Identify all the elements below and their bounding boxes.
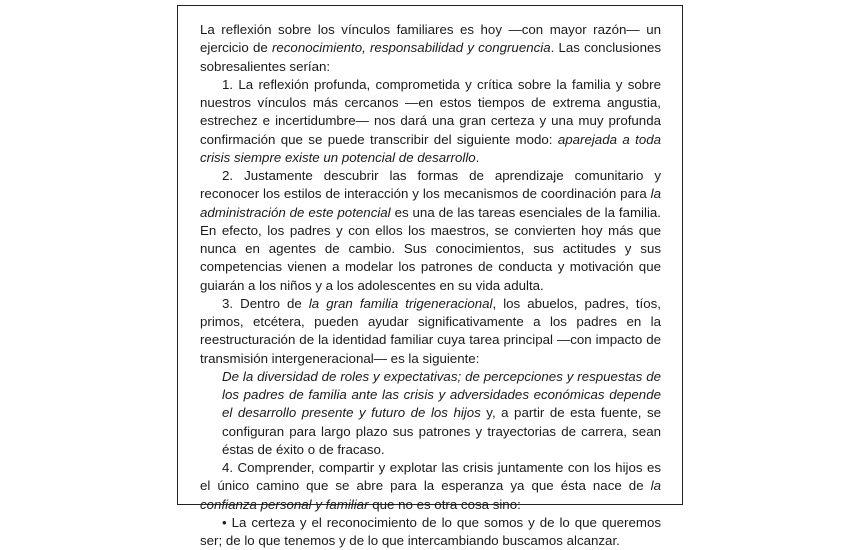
point-1-emphasis: aparejada a toda crisis siempre existe un potencial de desarrollo — [200, 131, 662, 165]
quote-paragraph — [222, 368, 661, 459]
intro-text-end: . Las conclusiones sobresalientes serían: — [200, 40, 662, 74]
text-frame — [177, 5, 683, 548]
point-1-text: 1. La reflexión profunda, comprometida y crítica sobre la familia y sobre nuestros vínculos más cercanos —en estos tiempos de extrema angustia, estrechez e incertidumbre— nos dará una gran certeza y una muy profunda confirmación que se puede transcribir del siguiente modo: — [200, 76, 661, 147]
point-2-text-end: es una de las tareas esenciales de la familia. En efecto, los padres y con ellos los maestros, se convierten hoy más que nunca en agentes de cambio. Sus conocimientos, sus actitudes y sus competencias vienen a modelar los patrones de conducta y motivación que guiarán a los niños y a los adolescentes en su vida adulta. — [200, 204, 662, 293]
point-2-text: 2. Justamente descubrir las formas de aprendizaje comunitario y reconocer los estilos de interacción y los mecanismos de coordinación para — [200, 168, 661, 202]
point-2-emphasis: la administración de este potencial — [200, 186, 661, 220]
intro-emphasis: reconocimiento, responsabilidad y congruencia — [271, 40, 551, 56]
quote-emphasis: De la diversidad de roles y expectativas; de percepciones y respuestas de los padres de familia ante las crisis y adversidades económicas depende el desarrollo presente y futuro de los hijos — [222, 368, 661, 421]
point-4-paragraph — [200, 459, 661, 514]
point-2-paragraph — [200, 167, 661, 295]
quote-text-end: y, a partir de esta fuente, se configuran para largo plazo sus patrones y trayectorias de carrera, sean éstas de éxito o de fracaso. — [222, 405, 661, 457]
point-4-text-end: que no es otra cosa sino: — [368, 496, 521, 512]
point-3-emphasis: la gran familia trigeneracional — [308, 295, 493, 311]
intro-paragraph — [200, 21, 661, 76]
intro-text: La reflexión sobre los vínculos familiares es hoy —con mayor razón— un ejercicio de — [200, 22, 661, 56]
point-1-paragraph — [200, 76, 661, 167]
point-3-paragraph — [200, 295, 661, 368]
bullet-item: • La certeza y el reconocimiento de lo que somos y de lo que queremos ser; de lo que tenemos y de lo que intercambiando buscamos alcanzar. — [200, 514, 661, 548]
point-4-text: 4. Comprender, compartir y explotar las crisis juntamente con los hijos es el único camino que se abre para la esperanza ya que ésta nace de — [200, 460, 661, 494]
point-3-text-end: , los abuelos, padres, tíos, primos, etcétera, pueden ayudar significativamente a los padres en la reestructuración de la identidad familiar cuya tarea principal —con impacto de transmisión intergeneracional— es la siguiente: — [200, 295, 661, 366]
point-4-emphasis: la confianza personal y familiar — [200, 478, 661, 512]
point-3-text: 3. Dentro de — [222, 295, 309, 311]
point-1-text-end: . — [475, 149, 480, 165]
